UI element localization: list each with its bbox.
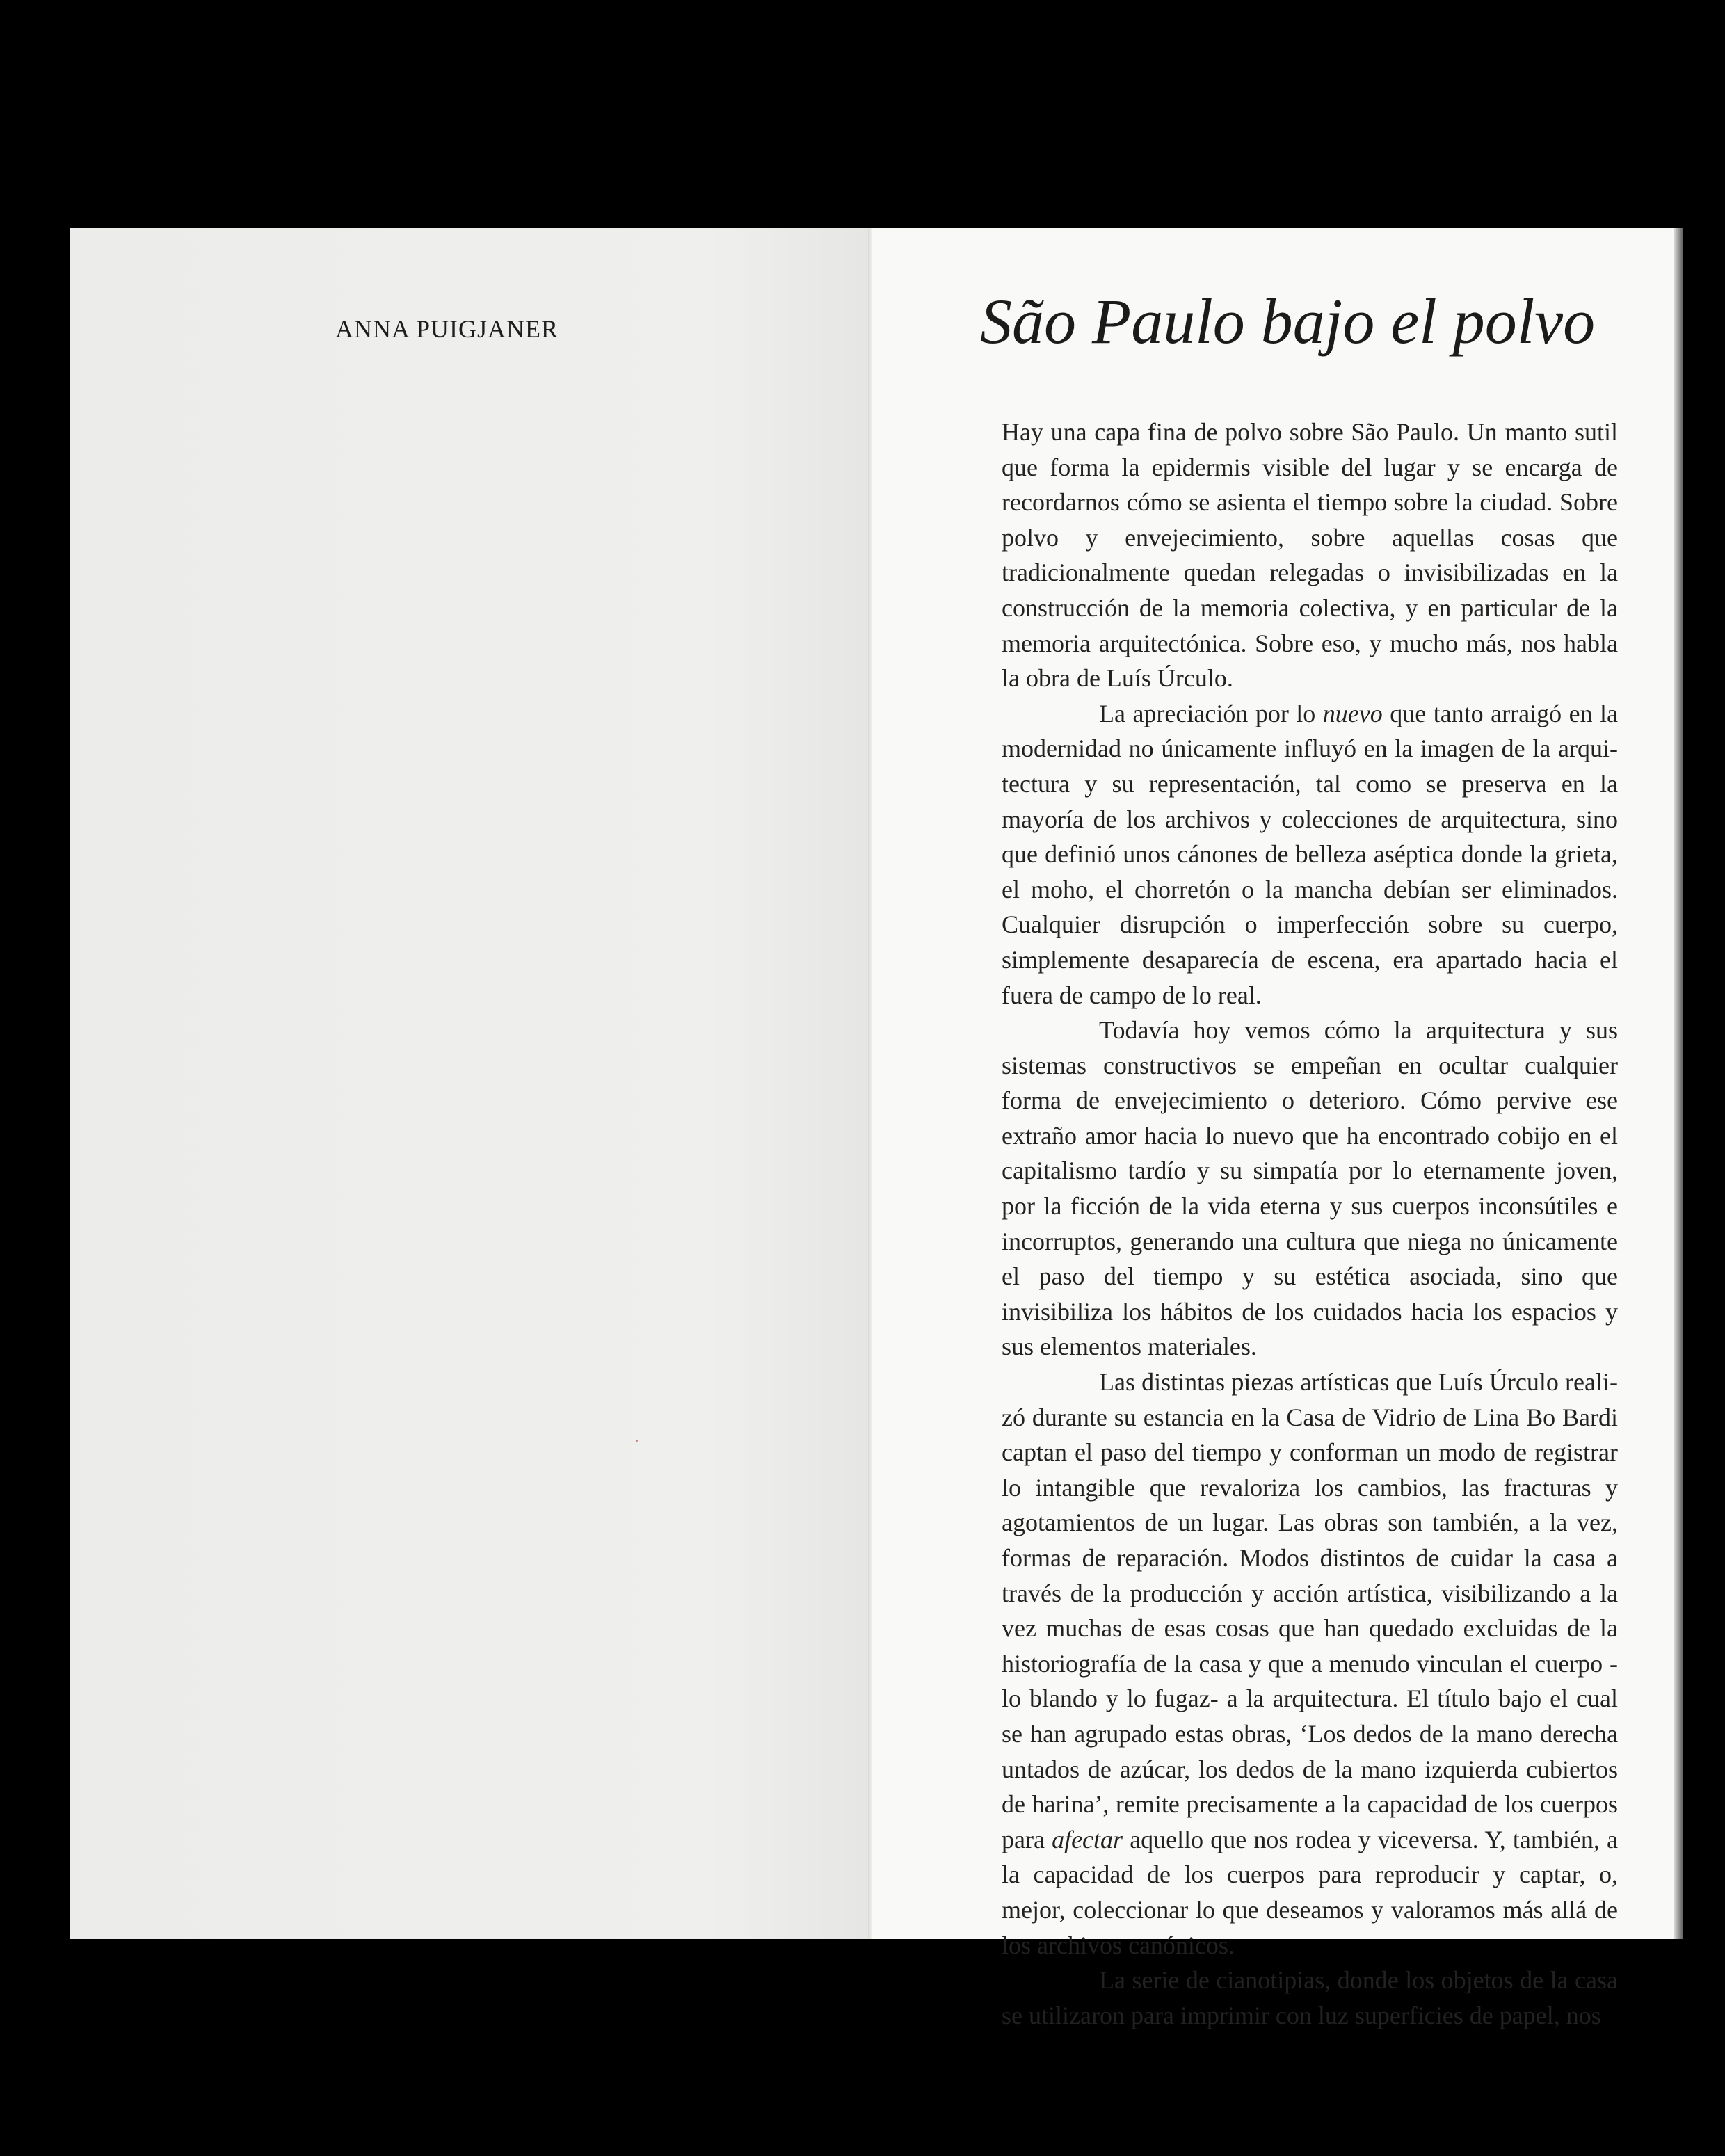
- paragraph-text: aquello que nos rodea y viceversa. Y, también, a la capacidad de los cuerpos para reproducir y captar, o, mejor, coleccionar lo que deseamos y valoramos más allá de los archivos canónicos.: [1002, 1825, 1618, 1959]
- italic-term: afectar: [1052, 1825, 1123, 1853]
- right-page: [872, 228, 1683, 2029]
- paragraph-text: La serie de cianotipias, donde los objetos de la casa se utilizaron para imprimir con luz superficies de papel, nos: [1002, 1966, 1618, 2029]
- chapter-title: São Paulo bajo el polvo: [980, 286, 1596, 357]
- body-paragraph: [1002, 1963, 1618, 2033]
- paragraph-text: Hay una capa fina de polvo sobre São Paulo. Un manto sutil que forma la epidermis visible del lugar y se encarga de recordarnos cómo se asienta el tiempo sobre la ciudad. Sobre polvo y envejecimiento, sobre aquellas cosas que tradicionalmente quedan relegadas o invisibilizadas en la construcción de la memoria colectiva, y en particular de la memoria arquitectónica. Sobre eso, y mucho más, nos habla la obra de Luís Úrculo.: [1002, 418, 1618, 693]
- paragraph-text: Todavía hoy vemos cómo la arquitectura y sus sistemas constructivos se empeñan en ocultar cualquier forma de envejecimiento o deterioro. Cómo pervive ese extraño amor hacia lo nuevo que ha encontrado cobijo en el capitalismo tardío y su simpatía por lo eternamente joven, por la ficción de la vida eterna y sus cuerpos inconsútiles e incorruptos, generando una cultura que niega no únicamente el paso del tiempo y su estética asociada, sino que invisibiliza los hábitos de los cuidados hacia los espacios y sus elementos materiales.: [1002, 1016, 1618, 1361]
- left-page: [70, 228, 868, 1939]
- body-paragraph: [1002, 1365, 1618, 1963]
- body-paragraph: [1002, 415, 1618, 696]
- body-paragraph: [1002, 696, 1618, 1013]
- paragraph-text: La apreciación por lo: [1099, 699, 1323, 727]
- body-text: [1002, 415, 1618, 2033]
- body-paragraph: [1002, 1013, 1618, 1365]
- italic-term: nuevo: [1322, 699, 1383, 727]
- paragraph-text: Las distintas piezas artísticas que Luís Úrculo realizó durante su estancia en la Casa de Vidrio de Lina Bo Bardi captan el paso del tiempo y conforman un modo de registrar lo intangible que revaloriza los cambios, las fracturas y agotamientos de un lugar. Las obras son también, a la vez, formas de reparación. Modos distintos de cuidar la casa a través de la producción y acción artística, visibilizando a la vez muchas de esas cosas que han quedado excluidas de la historiografía de la casa y que a menudo vinculan el cuerpo -lo blando y lo fugaz- a la arquitectura. El título bajo el cual se han agrupado estas obras, ‘Los dedos de la mano derecha untados de azúcar, los dedos de la mano izquierda cubiertos de harina’, remite precisamente a la capacidad de los cuerpos para: [1002, 1368, 1618, 1853]
- page-edge-shadow: [1674, 228, 1683, 1939]
- paragraph-text: que tanto arraigó en la modernidad no únicamente influyó en la imagen de la arquitectura y su representación, tal como se preserva en la mayoría de los archivos y colecciones de arquitectura, sino que definió unos cánones de belleza aséptica donde la grieta, el moho, el chorretón o la mancha debían ser eliminados. Cualquier disrupción o imperfección sobre su cuerpo, simplemente desaparecía de escena, era apartado hacia el fuera de campo de lo real.: [1002, 699, 1619, 1009]
- author-name: ANNA PUIGJANER: [335, 315, 559, 343]
- paper-speck: [636, 1440, 638, 1442]
- book-spread: [70, 228, 1683, 2029]
